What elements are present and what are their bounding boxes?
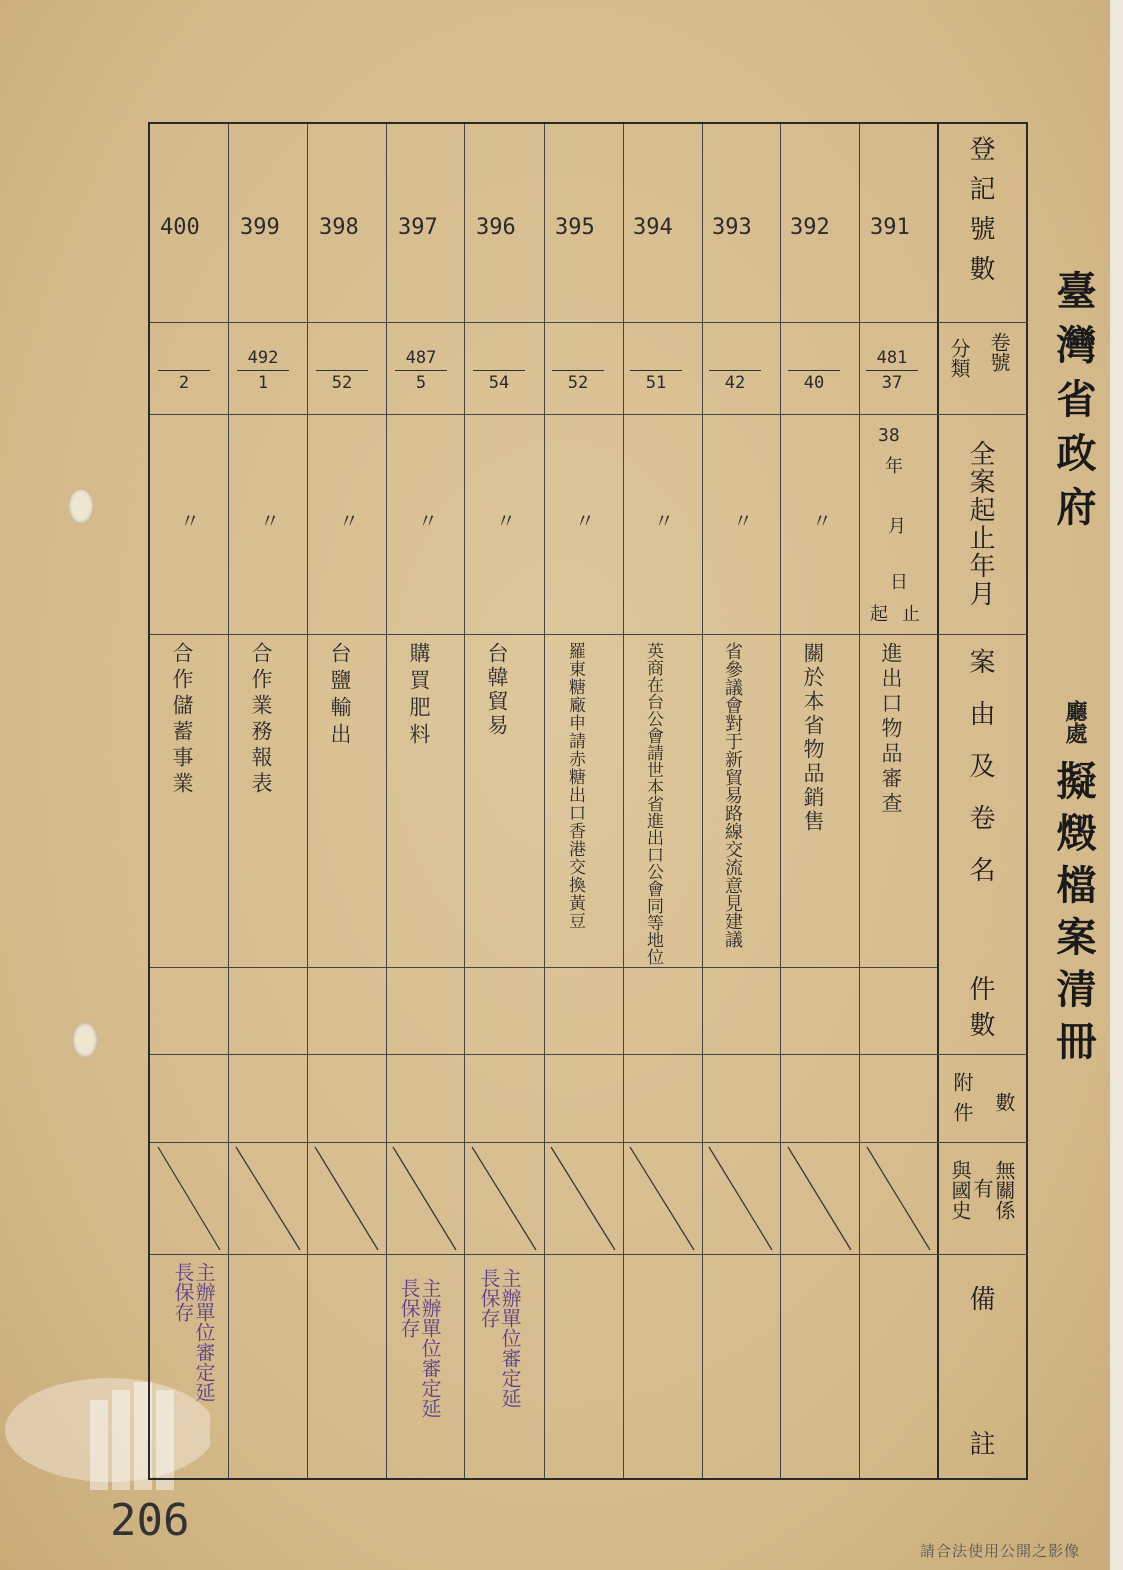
reg-number: 399	[240, 215, 280, 240]
header-remarks-b: 註	[965, 1430, 995, 1470]
period-year-number: 38	[878, 425, 900, 446]
header-remarks-a: 備	[965, 1285, 995, 1325]
period-month: 月	[888, 516, 906, 537]
period-start: 起	[870, 604, 888, 625]
file-class	[312, 348, 372, 393]
section-divider	[150, 634, 937, 635]
column-divider	[464, 124, 465, 1478]
file-class	[626, 348, 686, 393]
document-subtitle-top: 廳處	[1062, 700, 1088, 744]
file-class	[154, 348, 214, 393]
subject-entry: 進出口物品審查	[879, 642, 903, 817]
period-end: 止	[902, 604, 920, 625]
reg-number: 398	[319, 215, 359, 240]
header-relation-a: 無關係	[992, 1160, 1016, 1220]
header-file-no: 卷號	[987, 332, 1011, 372]
section-divider	[150, 1254, 937, 1255]
usage-notice: 請合法使用公開之影像	[920, 1542, 1081, 1560]
class-number: 40	[803, 373, 825, 393]
reg-number: 395	[555, 215, 595, 240]
file-class	[548, 348, 608, 393]
header-subject: 案由及卷名	[965, 648, 995, 908]
section-divider	[937, 1254, 1028, 1255]
reg-number: 392	[790, 215, 830, 240]
file-number	[312, 348, 372, 368]
subject-entry: 英商在台公會請世本省進出口公會同等地位	[643, 642, 663, 965]
period-year: 年	[885, 456, 903, 477]
header-reg-no: 登記號數	[965, 135, 995, 295]
period-day: 日	[890, 572, 908, 593]
file-number	[784, 348, 844, 368]
subject-entry: 合作儲蓄事業	[170, 642, 194, 798]
file-number	[548, 348, 608, 368]
ditto-mark: 〃	[260, 509, 280, 533]
section-divider	[150, 1054, 937, 1055]
punch-hole	[68, 488, 94, 524]
header-relation-c: 與國史	[948, 1160, 972, 1220]
reg-number: 393	[712, 215, 752, 240]
class-number: 1	[257, 373, 269, 393]
section-divider	[150, 322, 937, 323]
stamp-text: 主辦單位審定延長保存	[397, 1278, 442, 1418]
section-divider	[937, 414, 1028, 415]
file-number	[705, 348, 765, 368]
file-class	[469, 348, 529, 393]
page-number: 206	[110, 1495, 190, 1546]
document-title: 臺灣省政府	[1050, 270, 1097, 540]
ditto-mark: 〃	[339, 509, 359, 533]
header-count: 件數	[965, 975, 995, 1047]
header-attachment: 附件	[950, 1072, 974, 1132]
reg-number: 396	[476, 215, 516, 240]
section-divider	[937, 1054, 1028, 1055]
header-period: 全案起止年月	[965, 440, 995, 608]
class-number: 42	[724, 373, 746, 393]
class-number: 37	[881, 373, 903, 393]
ditto-mark: 〃	[654, 509, 674, 533]
section-divider	[937, 634, 1028, 635]
ditto-mark: 〃	[733, 509, 753, 533]
ditto-mark: 〃	[180, 509, 200, 533]
subject-entry: 合作業務報表	[249, 642, 273, 798]
subject-entry: 羅東糖廠申請赤糖出口香港交換黃豆	[565, 642, 585, 930]
class-number: 52	[567, 373, 589, 393]
section-divider	[150, 414, 937, 415]
column-divider	[544, 124, 545, 1478]
reg-number: 397	[398, 215, 438, 240]
class-number: 54	[488, 373, 510, 393]
diagonal-marks	[150, 1142, 937, 1254]
file-class	[862, 348, 922, 393]
section-divider	[150, 967, 937, 968]
ditto-mark: 〃	[575, 509, 595, 533]
file-number	[626, 348, 686, 368]
ditto-mark: 〃	[812, 509, 832, 533]
file-class	[391, 348, 451, 393]
ditto-mark: 〃	[496, 509, 516, 533]
column-divider	[307, 124, 308, 1478]
header-divider	[937, 124, 939, 1478]
reg-number: 391	[870, 215, 910, 240]
subject-entry: 台韓貿易	[485, 642, 509, 738]
file-number: 481	[876, 348, 908, 368]
file-number: 487	[405, 348, 437, 368]
class-number: 52	[331, 373, 353, 393]
file-class	[233, 348, 293, 393]
header-relation-b: 有	[970, 1178, 994, 1198]
stamp-text: 主辦單位審定延長保存	[171, 1262, 216, 1402]
section-divider	[937, 322, 1028, 323]
column-divider	[780, 124, 781, 1478]
document-subtitle: 擬燬檔案清冊	[1050, 760, 1097, 1072]
file-number	[154, 348, 214, 368]
column-divider	[386, 124, 387, 1478]
paper-edge	[1110, 0, 1123, 1570]
subject-entry: 省參議會對于新貿易路線交流意見建議	[722, 642, 743, 948]
file-class	[784, 348, 844, 393]
subject-entry: 關於本省物品銷售	[801, 642, 825, 834]
column-divider	[228, 124, 229, 1478]
column-divider	[623, 124, 624, 1478]
file-class	[705, 348, 765, 393]
column-divider	[702, 124, 703, 1478]
reg-number: 394	[633, 215, 673, 240]
class-number: 51	[645, 373, 667, 393]
file-number: 492	[247, 348, 279, 368]
header-attachment-number: 數	[992, 1092, 1016, 1112]
stamp-text: 主辦單位審定延長保存	[477, 1268, 522, 1408]
section-divider	[937, 1142, 1028, 1143]
file-number	[469, 348, 529, 368]
reg-number: 400	[160, 215, 200, 240]
subject-entry: 購買肥料	[407, 642, 431, 750]
subject-entry: 台鹽輸出	[328, 642, 352, 750]
class-number: 5	[415, 373, 427, 393]
column-divider	[859, 124, 860, 1478]
ditto-mark: 〃	[418, 509, 438, 533]
class-number: 2	[178, 373, 190, 393]
punch-hole	[72, 1022, 98, 1058]
header-class: 分類	[947, 338, 971, 378]
